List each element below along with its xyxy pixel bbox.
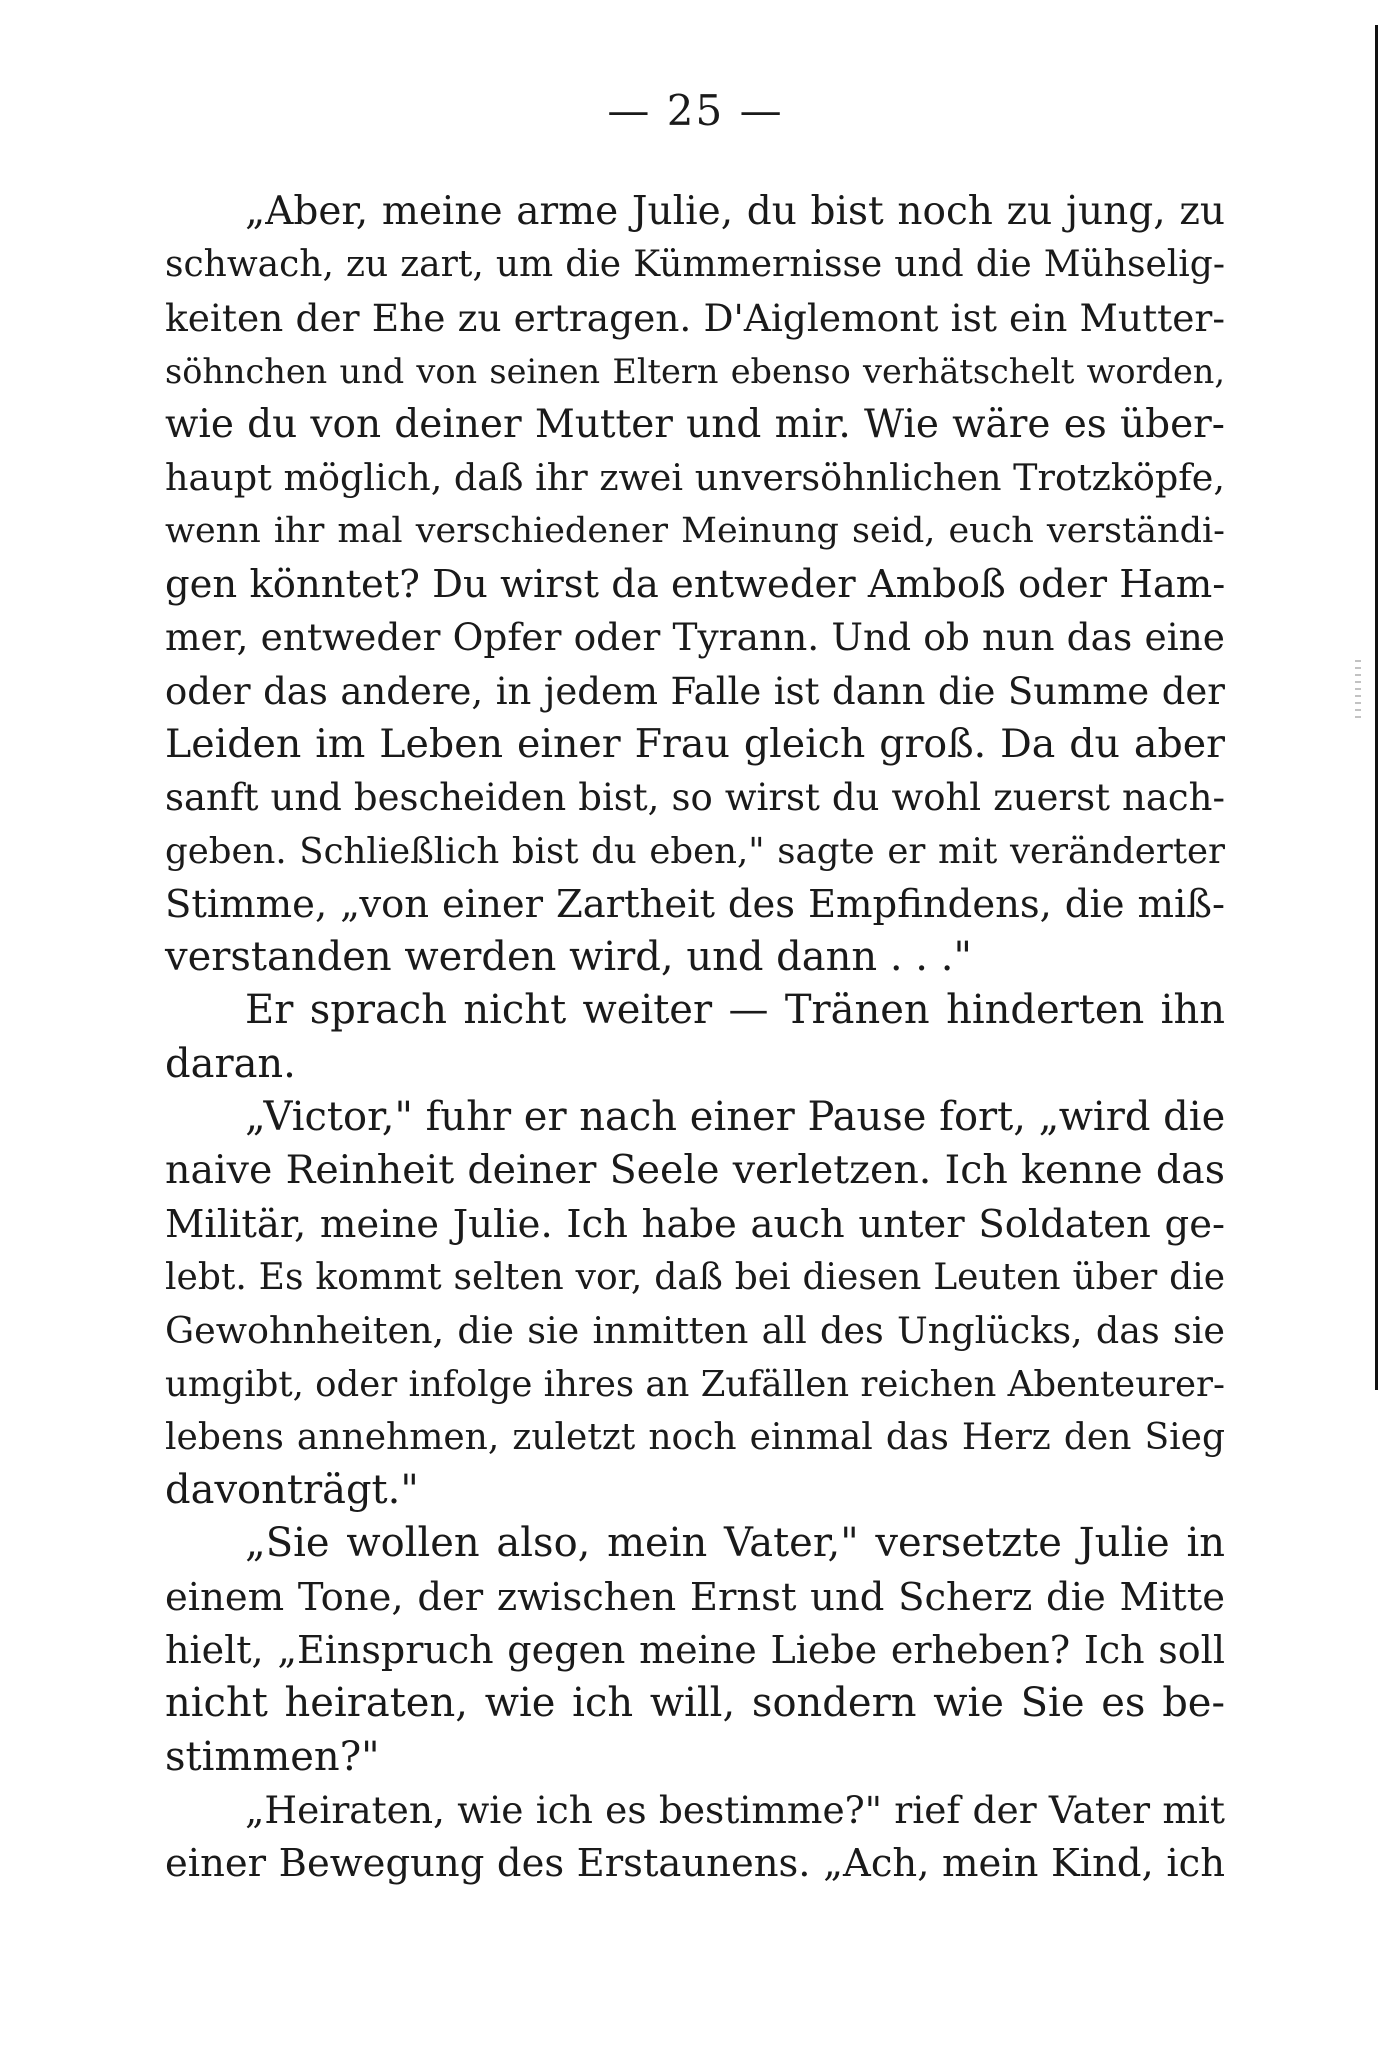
text-line: wie du von deiner Mutter und mir. Wie wäre es über- (165, 402, 1225, 448)
text-line: naive Reinheit deiner Seele verletzen. Ich kenne das (165, 1147, 1225, 1194)
text-line: stimmen?" (165, 1733, 380, 1780)
text-line: verstanden werden wird, und dann . . ." (165, 934, 972, 981)
text-line: einer Bewegung des Erstaunens. „Ach, mein Kind, ich (165, 1841, 1225, 1887)
text-line: söhnchen und von seinen Eltern ebenso verhätschelt worden, (165, 351, 1225, 391)
text-line: Stimme, „von einer Zartheit des Empfindens, die miß- (165, 881, 1225, 927)
body-text (165, 185, 1225, 1891)
text-line: keiten der Ehe zu ertragen. D'Aiglemont ist ein Mutter- (165, 295, 1225, 340)
text-line: schwach, zu zart, um die Kümmernisse und die Mühselig- (165, 244, 1225, 286)
text-line: umgibt, oder infolge ihres an Zufällen reichen Abenteurer- (165, 1363, 1225, 1405)
text-line: hielt, „Einspruch gegen meine Liebe erheben? Ich soll (165, 1628, 1225, 1673)
text-line: daran. (165, 1040, 296, 1087)
text-line: „Victor," fuhr er nach einer Pause fort, „wird die (245, 1094, 1226, 1141)
text-line: Militär, meine Julie. Ich habe auch unter Soldaten ge- (165, 1201, 1225, 1247)
text-line: lebens annehmen, zuletzt noch einmal das Herz den Sieg (165, 1416, 1225, 1458)
text-line: gen könntet? Du wirst da entweder Amboß oder Ham- (165, 562, 1226, 608)
scan-artifact (1355, 660, 1361, 720)
text-line: „Sie wollen also, mein Vater," versetzte Julie in (245, 1520, 1225, 1567)
text-line: Leiden im Leben einer Frau gleich groß. Da du aber (165, 720, 1225, 767)
text-line: einem Tone, der zwischen Ernst und Scherz die Mitte (165, 1574, 1225, 1620)
text-line: Gewohnheiten, die sie inmitten all des Unglücks, das sie (165, 1309, 1225, 1353)
text-line: wenn ihr mal verschiedener Meinung seid, euch verständi- (165, 510, 1225, 551)
text-line: davonträgt." (165, 1467, 419, 1514)
text-line: sanft und bescheiden bist, so wirst du wohl zuerst nach- (165, 776, 1225, 820)
text-line: nicht heiraten, wie ich will, sondern wie Sie es be- (165, 1680, 1225, 1727)
text-line: lebt. Es kommt selten vor, daß bei diesen Leuten über die (165, 1256, 1225, 1298)
text-line: „Aber, meine arme Julie, du bist noch zu jung, zu (245, 189, 1225, 234)
binding-edge (1375, 25, 1378, 1390)
page-number: — 25 — (607, 86, 784, 135)
text-line: „Heiraten, wie ich es bestimme?" rief der Vater mit (245, 1787, 1225, 1832)
text-line: mer, entweder Opfer oder Tyrann. Und ob nun das eine (165, 615, 1225, 660)
text-line: haupt möglich, daß ihr zwei unversöhnlichen Trotzköpfe, (165, 456, 1225, 500)
text-line: oder das andere, in jedem Falle ist dann die Summe der (165, 669, 1225, 713)
text-line: geben. Schließlich bist du eben," sagte er mit veränderter (165, 830, 1225, 872)
text-line: Er sprach nicht weiter — Tränen hinderten ihn (245, 987, 1225, 1034)
